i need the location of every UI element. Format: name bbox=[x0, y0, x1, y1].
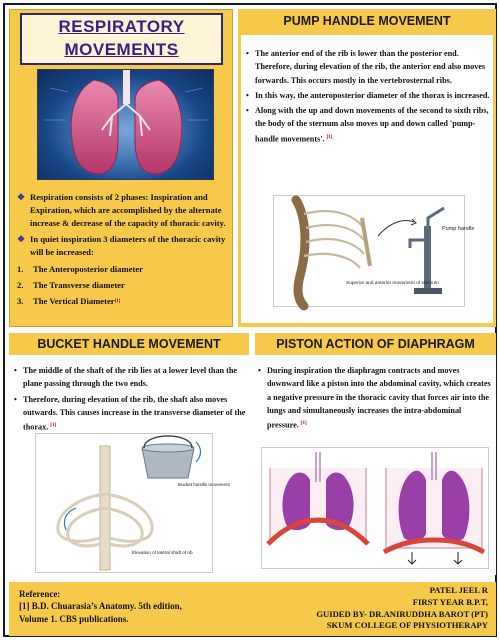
pump-handle bbox=[428, 208, 444, 226]
diameter-list bbox=[17, 262, 229, 310]
list-item bbox=[17, 278, 229, 294]
bullet-text: Along with the up and down movements of the second to sixth ribs, the body of the sternum also moves up and down called 'pump-handle movements'. bbox=[255, 106, 489, 144]
piston-action-bullets bbox=[258, 364, 494, 434]
arrow-icon bbox=[196, 442, 201, 462]
down-arrow-icon bbox=[408, 552, 416, 564]
respiratory-movements-panel bbox=[9, 9, 233, 327]
pump-handle-bullets bbox=[246, 47, 490, 148]
bullet-dot-icon: • bbox=[14, 366, 17, 375]
diamond-bullet-icon: ❖ bbox=[17, 233, 26, 244]
reference-line: Volume 1. CBS publications. bbox=[19, 613, 129, 624]
bullet-dot-icon: • bbox=[246, 90, 249, 100]
bullet-text: During inspiration the diaphragm contracts and moves downward like a piston into the abdominal cavity, which creates a negative pressure in the thoracic cavity that forces air into the lungs and simultaneously increases the intra-abdominal pressure. bbox=[267, 366, 491, 430]
rib-elevation-label: Elevation of lateral shaft of rib bbox=[132, 550, 193, 555]
list-number: 2. bbox=[17, 280, 24, 291]
list-number: 1. bbox=[17, 264, 24, 275]
author-year: FIRST YEAR B.P.T, bbox=[412, 596, 488, 607]
bullet-item bbox=[14, 364, 246, 391]
sternum-movement-label: Superior and anterior movement of sternum bbox=[346, 281, 439, 286]
reference-line: [1] B.D. Chuarasia’s Anatomy. 5th edition, bbox=[19, 601, 182, 612]
footer-panel bbox=[9, 582, 496, 636]
pump-handle-panel bbox=[238, 9, 496, 327]
bullet-item bbox=[246, 104, 490, 146]
reference-title: Reference: bbox=[19, 589, 61, 599]
pump-spout bbox=[410, 240, 424, 248]
bullet-dot-icon: • bbox=[246, 49, 249, 58]
bucket-handle-bullets bbox=[14, 364, 246, 436]
bullet-text: The middle of the shaft of the rib lies at a lower level than the plane passing through the two ends. bbox=[23, 366, 238, 389]
list-text: The Transverse diameter bbox=[33, 280, 125, 291]
bullet-text: The anterior end of the rib is lower than the posterior end. Therefore, during elevation of the rib, the anterior end also moves forwards. This occurs mostly in the vertebrosternal ribs. bbox=[255, 49, 486, 85]
lungs-svg bbox=[38, 70, 215, 181]
guide-name: GUIDED BY- DR.ANIRUDDHA BAROT (PT) bbox=[316, 608, 488, 619]
list-item bbox=[17, 262, 229, 278]
lungs-illustration bbox=[37, 69, 214, 180]
citation-ref: [1] bbox=[300, 421, 307, 427]
bullet-text: Respiration consists of 2 phases: Inspiration and Expiration, which are accomplished by the alternate increase & decrease of the capacity of thoracic cavity. bbox=[30, 192, 226, 229]
list-number: 3. bbox=[17, 296, 24, 307]
pump-handle-body bbox=[241, 35, 493, 323]
bucket-handle-figure bbox=[35, 433, 230, 573]
citation-ref: [1] bbox=[114, 299, 121, 305]
reference-block bbox=[19, 588, 259, 625]
section-header: BUCKET HANDLE MOVEMENT bbox=[9, 333, 249, 355]
bullet-item bbox=[246, 47, 490, 87]
list-item bbox=[17, 294, 229, 310]
title-line-1: RESPIRATORY bbox=[58, 17, 185, 36]
bullet-dot-icon: • bbox=[246, 106, 249, 116]
diaphragm-figure bbox=[261, 447, 489, 569]
list-text: The Vertical Diameter bbox=[33, 296, 115, 307]
sternum bbox=[362, 218, 370, 266]
author-name: PATEL JEEL R bbox=[429, 585, 488, 595]
bullet-dot-icon: • bbox=[14, 394, 17, 404]
respiration-bullets bbox=[17, 191, 229, 310]
piston-action-panel bbox=[255, 333, 496, 575]
section-header: PUMP HANDLE MOVEMENT bbox=[283, 14, 451, 28]
credit-block bbox=[248, 585, 488, 632]
diamond-bullet-icon: ❖ bbox=[17, 192, 26, 202]
bullet-text: In this way, the anteroposterior diameter of the thorax is increased. bbox=[255, 90, 490, 100]
college-name: SKUM COLLEGE OF PHYSIOTHERAPY bbox=[326, 620, 488, 631]
bucket-handle-panel bbox=[9, 333, 249, 575]
trachea bbox=[123, 70, 130, 104]
bullet-item bbox=[17, 191, 229, 231]
down-arrow-icon bbox=[454, 552, 462, 564]
bullet-item bbox=[14, 393, 246, 435]
poster-frame bbox=[3, 3, 497, 637]
title-line-2: MOVEMENTS bbox=[64, 40, 179, 59]
bullet-item bbox=[17, 233, 229, 259]
list-text: The Anteroposterior diameter bbox=[33, 264, 143, 275]
pump-handle-label: Pump handle bbox=[442, 226, 475, 232]
vertebral-column bbox=[296, 200, 305, 306]
bullet-dot-icon: • bbox=[258, 366, 261, 375]
citation-ref: [1] bbox=[326, 134, 333, 140]
poster-title bbox=[20, 13, 223, 65]
citation-ref: [1] bbox=[50, 423, 57, 429]
pump-body bbox=[424, 226, 431, 288]
pump-handle-figure bbox=[273, 195, 475, 307]
bucket-handle-label: Bucket handle movement bbox=[178, 482, 230, 487]
bullet-text: In quiet inspiration 3 diameters of the thoracic cavity will be increased: bbox=[30, 233, 226, 257]
bullet-item bbox=[258, 364, 494, 432]
bullet-text: Therefore, during elevation of the rib, the shaft also moves outwards. This causes increase in the transverse diameter of the thorax. bbox=[23, 394, 246, 432]
section-header: PISTON ACTION OF DIAPHRAGM bbox=[255, 333, 496, 355]
bullet-item bbox=[246, 89, 490, 102]
